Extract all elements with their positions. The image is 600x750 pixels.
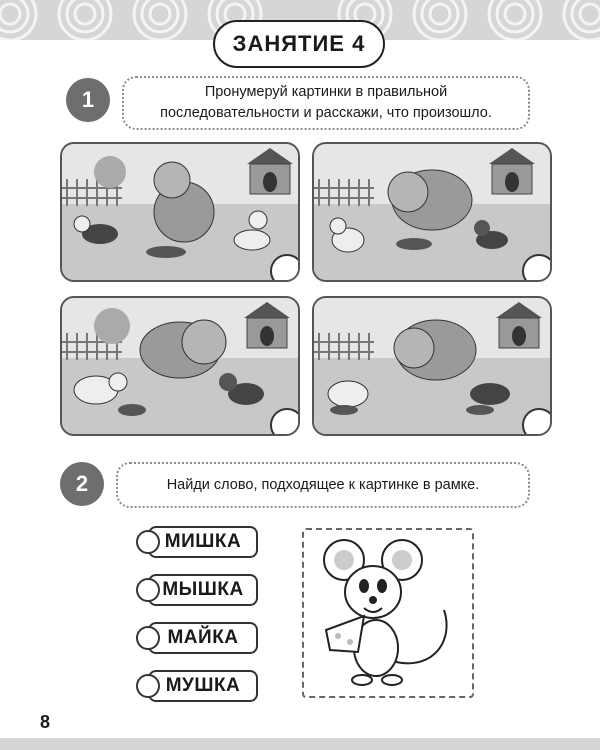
word-option-3-label: МАЙКА [148,622,258,654]
answer-circle-3[interactable] [270,408,300,436]
dogs-scene-illustration [62,144,298,280]
task-1-number: 1 [66,78,110,122]
picture-2 [312,142,552,282]
word-option-2-circle[interactable] [136,578,160,602]
task-1-instruction-line1: Пронумеруй картинки в правильной [204,84,448,100]
task-1-instruction [122,76,530,130]
word-option-1-circle[interactable] [136,530,160,554]
word-option-2[interactable] [136,574,258,604]
picture-1 [60,142,300,282]
word-option-1-label: МИШКА [148,526,258,558]
word-option-3-circle[interactable] [136,626,160,650]
word-option-4[interactable] [136,670,258,700]
mouse-picture-frame [302,528,474,698]
word-option-4-circle[interactable] [136,674,160,698]
word-option-3[interactable] [136,622,258,652]
answer-circle-2[interactable] [522,254,552,282]
dogs-scene-illustration [314,144,550,280]
task-1-instruction-line2: последовательности и расскажи, что произошло. [160,105,492,121]
dogs-scene-illustration [314,298,550,434]
mouse-with-cheese-illustration [304,530,468,692]
word-option-1[interactable] [136,526,258,556]
page-number: 8 [40,712,51,732]
dogs-scene-illustration [62,298,298,434]
answer-circle-1[interactable] [270,254,300,282]
lesson-title: ЗАНЯТИЕ 4 [213,20,385,68]
task-2-number: 2 [60,462,104,506]
word-option-2-label: МЫШКА [148,574,258,606]
footer-band [0,738,600,750]
task-2-instruction: Найди слово, подходящее к картинке в рамке. [116,462,530,508]
picture-4 [312,296,552,436]
word-option-4-label: МУШКА [148,670,258,702]
answer-circle-4[interactable] [522,408,552,436]
picture-3 [60,296,300,436]
